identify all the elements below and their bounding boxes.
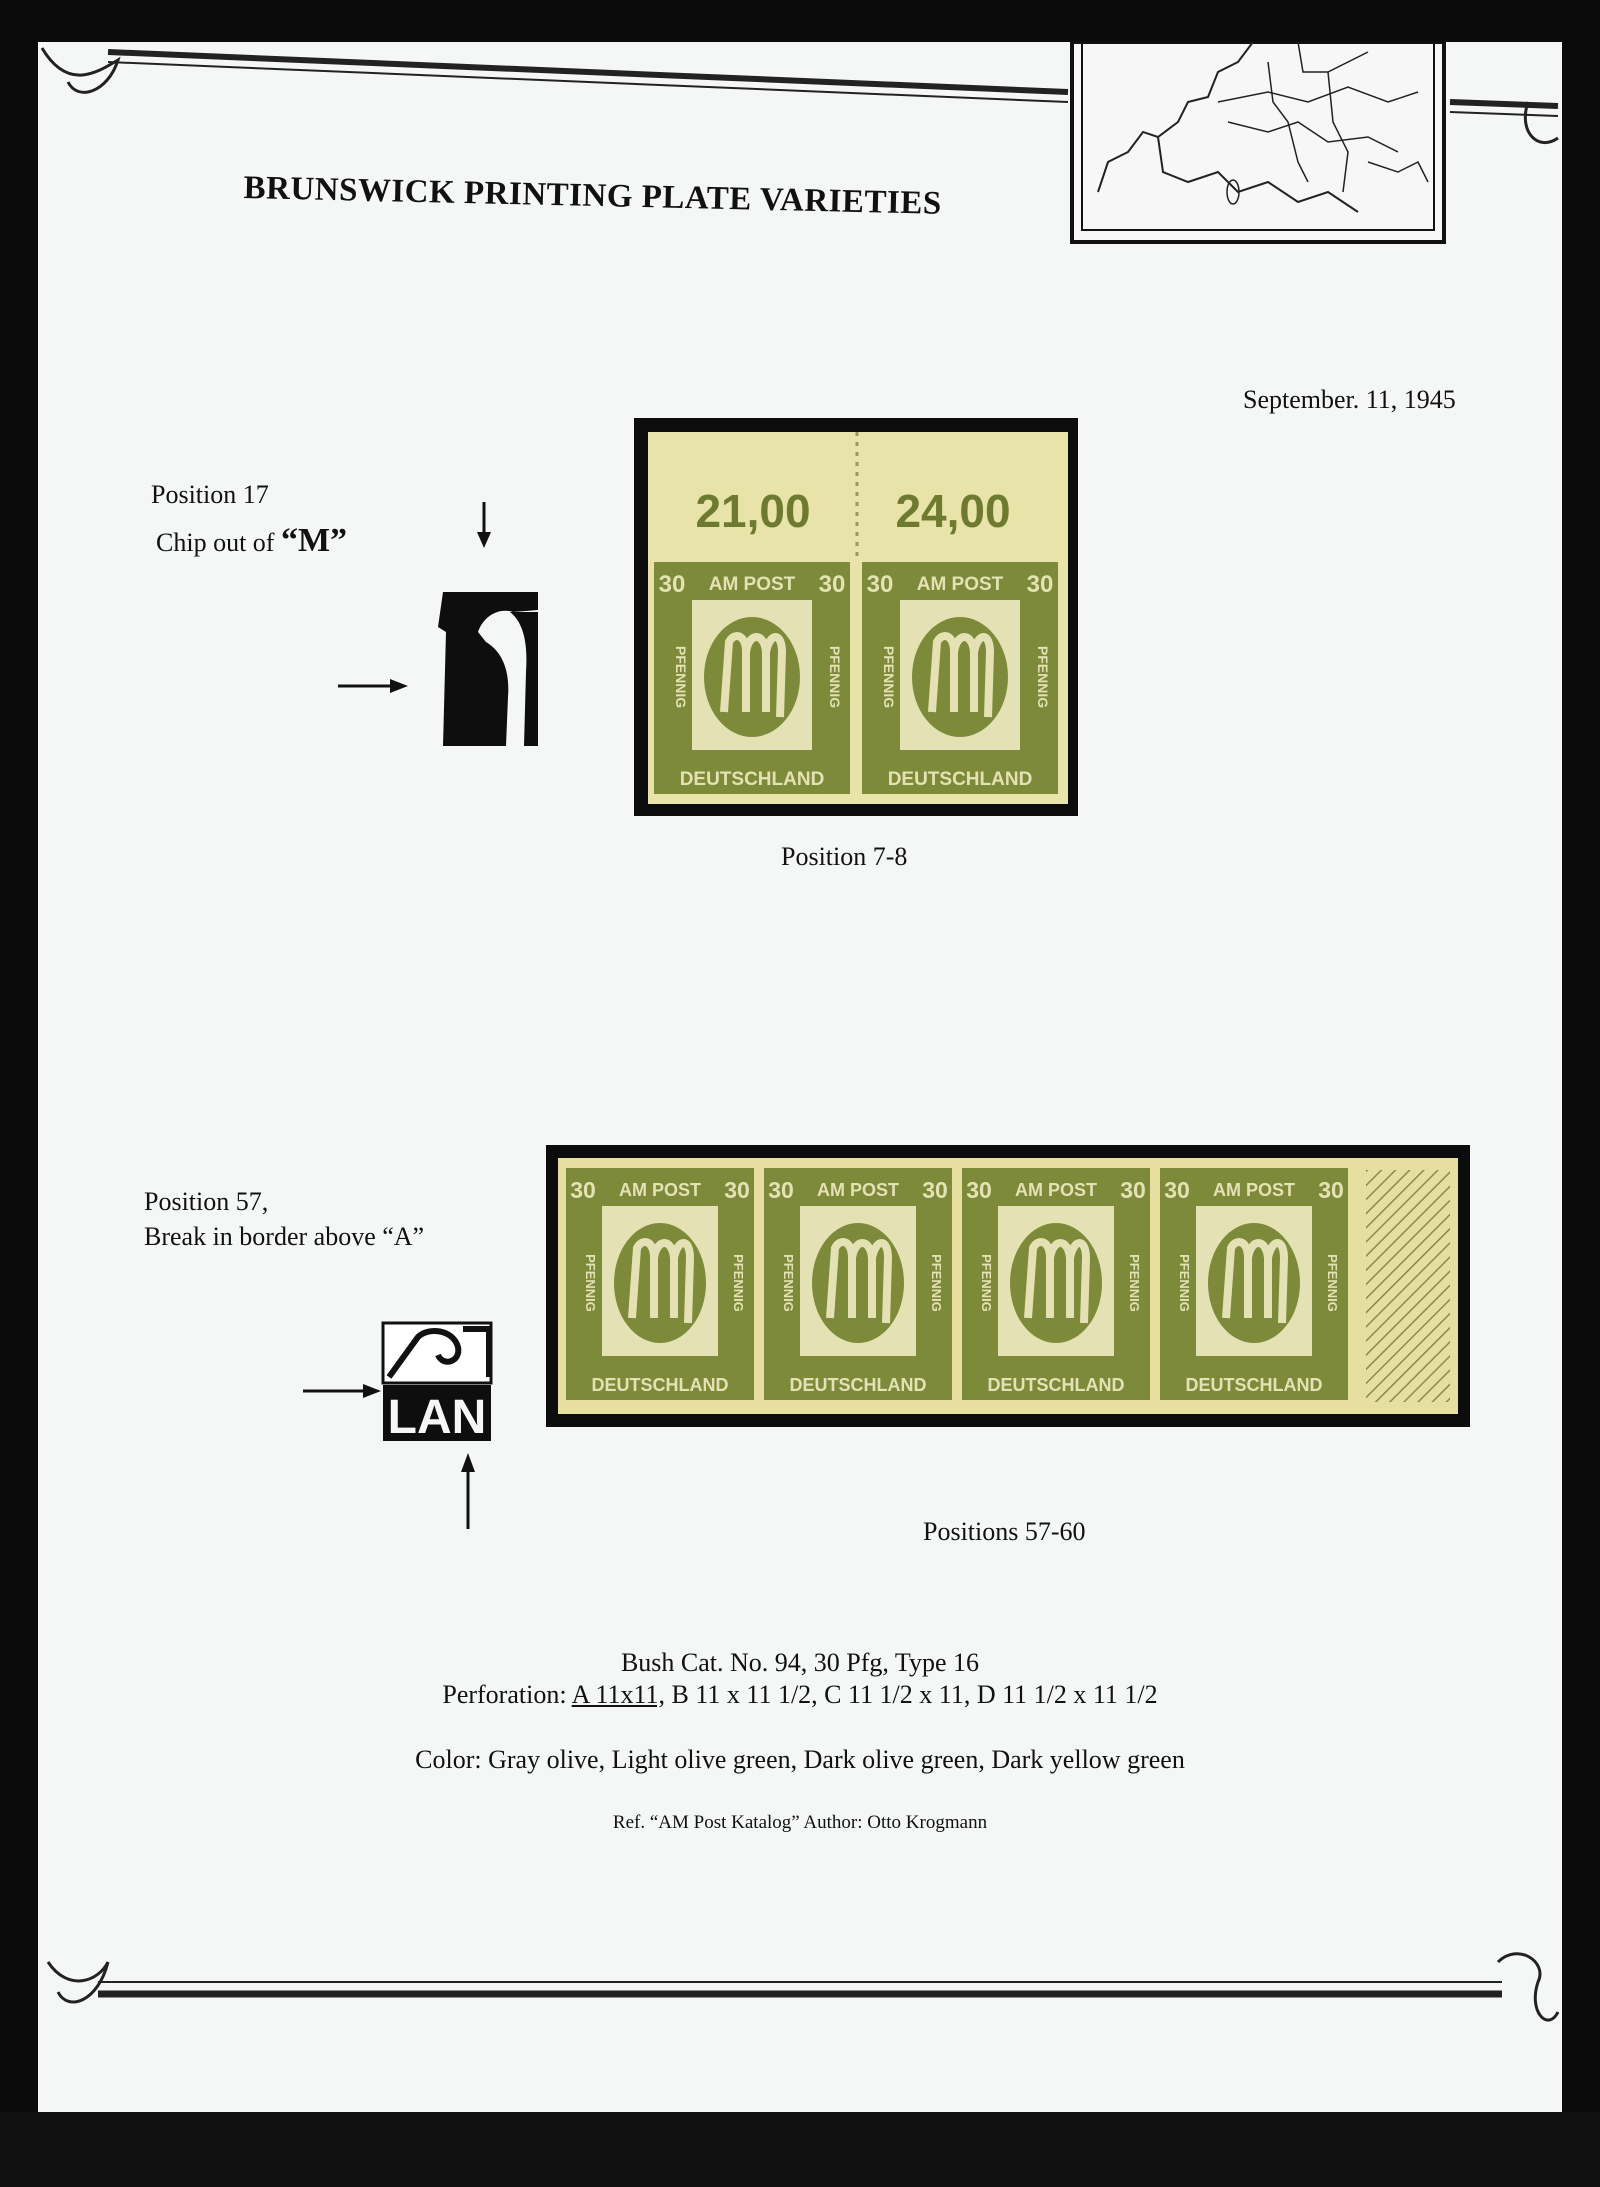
svg-text:30: 30	[866, 571, 894, 598]
svg-text:DEUTSCHLAND: DEUTSCHLAND	[591, 1375, 729, 1395]
svg-text:AM POST: AM POST	[916, 574, 1004, 595]
selvage-hatching	[1366, 1170, 1450, 1402]
svg-text:DEUTSCHLAND: DEUTSCHLAND	[679, 769, 825, 790]
svg-text:PFENNIG: PFENNIG	[881, 645, 897, 709]
svg-text:PFENNIG: PFENNIG	[673, 645, 689, 709]
europe-map-image	[1068, 42, 1488, 247]
svg-text:30: 30	[1318, 1177, 1344, 1203]
svg-text:PFENNIG: PFENNIG	[1325, 1254, 1340, 1312]
svg-text:PFENNIG: PFENNIG	[1127, 1254, 1142, 1312]
svg-text:PFENNIG: PFENNIG	[1177, 1254, 1192, 1312]
reference-line: Ref. “AM Post Katalog” Author: Otto Krogmann	[612, 1812, 988, 1833]
svg-text:DEUTSCHLAND: DEUTSCHLAND	[1185, 1375, 1323, 1395]
svg-text:AM POST: AM POST	[708, 574, 796, 595]
svg-text:30: 30	[724, 1177, 750, 1203]
svg-text:30: 30	[1026, 571, 1054, 598]
color-line: Color: Gray olive, Light olive green, Dark olive green, Dark yellow green	[415, 1745, 1185, 1774]
svg-text:PFENNIG: PFENNIG	[929, 1254, 944, 1312]
svg-text:30: 30	[966, 1177, 992, 1203]
bottom-border-ornament	[38, 1922, 1562, 2042]
svg-text:DEUTSCHLAND: DEUTSCHLAND	[789, 1375, 927, 1395]
svg-text:DEUTSCHLAND: DEUTSCHLAND	[887, 769, 1033, 790]
svg-text:30: 30	[922, 1177, 948, 1203]
stamp-position-60	[1160, 1168, 1348, 1400]
chip-detail-enlargement	[338, 502, 598, 762]
svg-text:AM POST: AM POST	[1212, 1180, 1296, 1200]
stamp-strip-image	[558, 1158, 1458, 1414]
variety-2-description: Break in border above “A”	[144, 1222, 425, 1251]
margin-value-2: 24,00	[895, 485, 1011, 537]
svg-text:30: 30	[818, 571, 846, 598]
stamp-position-7	[654, 562, 850, 794]
svg-text:30: 30	[570, 1177, 596, 1203]
catalog-line: Bush Cat. No. 94, 30 Pfg, Type 16	[620, 1648, 980, 1677]
svg-text:PFENNIG: PFENNIG	[583, 1254, 598, 1312]
album-page	[38, 42, 1562, 2112]
variety-1-position: Position 17	[151, 480, 269, 509]
variety-1-description: Chip out of “M”	[156, 522, 348, 559]
border-break-detail-enlargement	[303, 1267, 543, 1532]
stamp-position-57	[566, 1168, 754, 1400]
svg-text:30: 30	[1120, 1177, 1146, 1203]
svg-text:PFENNIG: PFENNIG	[979, 1254, 994, 1312]
variety-2-caption: Positions 57-60	[923, 1517, 1086, 1546]
svg-text:PFENNIG: PFENNIG	[1035, 645, 1051, 709]
detail-text-lan: LAN	[387, 1391, 487, 1444]
variety-1-caption: Position 7-8	[781, 842, 908, 871]
svg-text:AM POST: AM POST	[1014, 1180, 1098, 1200]
svg-text:30: 30	[658, 571, 686, 598]
svg-text:30: 30	[768, 1177, 794, 1203]
svg-text:PFENNIG: PFENNIG	[781, 1254, 796, 1312]
variety-2-position: Position 57,	[144, 1187, 269, 1216]
svg-text:30: 30	[1164, 1177, 1190, 1203]
perforation-a-underlined: A 11x11,	[571, 1680, 666, 1709]
perforation-line: Perforation: A 11x11, B 11 x 11 1/2, C 11 1/2 x 11, D 11 1/2 x 11 1/2	[442, 1680, 1158, 1709]
svg-text:PFENNIG: PFENNIG	[827, 645, 843, 709]
svg-text:DEUTSCHLAND: DEUTSCHLAND	[987, 1375, 1125, 1395]
stamp-position-59	[962, 1168, 1150, 1400]
svg-text:PFENNIG: PFENNIG	[731, 1254, 746, 1312]
stamp-position-58	[764, 1168, 952, 1400]
stamp-pair-image	[648, 432, 1068, 804]
stamp-position-8	[862, 562, 1058, 794]
variety-1-letter: “M”	[280, 522, 348, 559]
svg-text:AM POST: AM POST	[618, 1180, 702, 1200]
scan-bottom-band	[0, 2112, 1600, 2187]
margin-value-1: 21,00	[695, 485, 811, 537]
page-title: BRUNSWICK PRINTING PLATE VARIETIES	[243, 170, 943, 222]
svg-text:AM POST: AM POST	[816, 1180, 900, 1200]
issue-date: September. 11, 1945	[1243, 385, 1456, 414]
